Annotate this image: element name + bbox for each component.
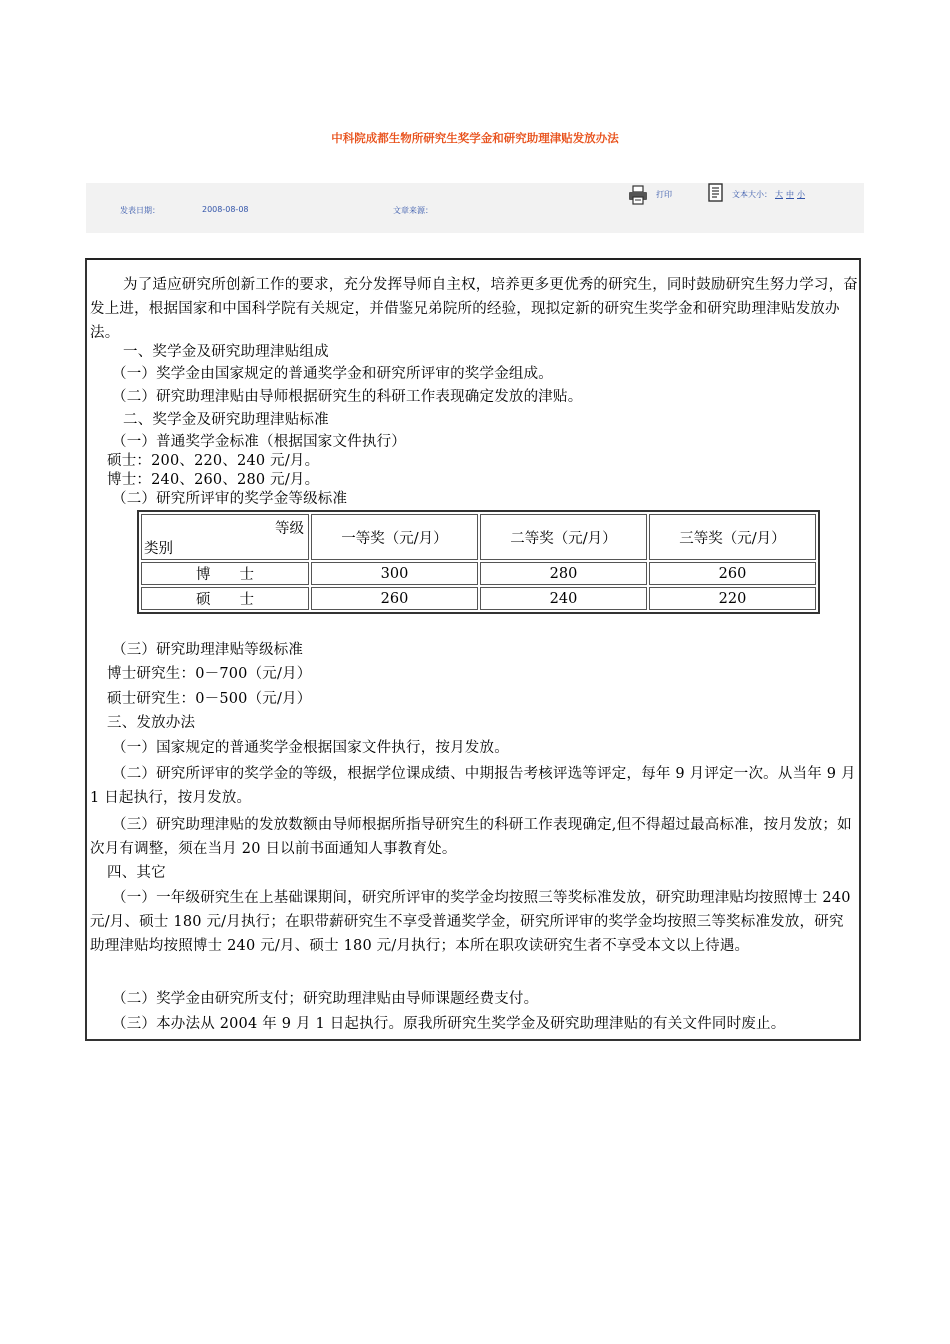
table-cell: 280	[480, 562, 647, 585]
table-cell: 240	[480, 587, 647, 610]
table-cell: 300	[311, 562, 478, 585]
paragraph: （三）研究助理津贴的发放数额由导师根据所指导研究生的科研工作表现确定,但不得超过最高标准，按月发放；如次月有调整，须在当月 20 日以前书面通知人事教育处。	[90, 817, 852, 857]
article-content	[85, 258, 861, 1041]
table-row	[141, 587, 816, 610]
row-label: 博 士	[141, 562, 309, 585]
print-link[interactable]: 打印	[656, 190, 672, 199]
paragraph: （一）国家规定的普通奖学金根据国家文件执行，按月发放。	[112, 740, 509, 756]
intro-paragraph: 为了适应研究所创新工作的要求，充分发挥导师自主权，培养更多更优秀的研究生，同时鼓励研究生努力学习，奋发上进，根据国家和中国科学院有关规定，并借鉴兄弟院所的经验，现拟定新的研究生奖学金和研究助理津贴发放办法。	[90, 277, 858, 341]
row-label: 硕 士	[141, 587, 309, 610]
table-cell: 260	[649, 562, 816, 585]
publish-date: 2008-08-08	[202, 205, 249, 214]
text-size-label: 文本大小：	[732, 190, 772, 199]
table-header-row	[141, 514, 816, 560]
table-cell: 220	[649, 587, 816, 610]
column-header: 二等奖（元/月）	[480, 514, 647, 560]
text-size-control	[732, 189, 805, 200]
paragraph: 硕士：200、220、240 元/月。	[107, 453, 320, 469]
corner-category-label: 类别	[144, 541, 173, 557]
section-heading: 三、发放办法	[107, 715, 196, 731]
article-meta-bar	[86, 183, 864, 233]
text-size-small[interactable]: 小	[797, 190, 805, 199]
source-label: 文章来源：	[393, 206, 433, 215]
printer-icon[interactable]	[628, 185, 648, 205]
table-row	[141, 562, 816, 585]
paragraph: 硕士研究生：0－500（元/月）	[107, 691, 312, 707]
paragraph: （三）本办法从 2004 年 9 月 1 日起执行。原我所研究生奖学金及研究助理津贴的有关文件同时废止。	[112, 1016, 786, 1032]
column-header: 一等奖（元/月）	[311, 514, 478, 560]
paragraph: （二）研究助理津贴由导师根据研究生的科研工作表现确定发放的津贴。	[112, 389, 583, 405]
table-cell: 260	[311, 587, 478, 610]
publish-date-label: 发表日期：	[120, 206, 160, 215]
paragraph: （一）普通奖学金标准（根据国家文件执行）	[112, 434, 406, 450]
paragraph: （一）奖学金由国家规定的普通奖学金和研究所评审的奖学金组成。	[112, 366, 553, 382]
paragraph: （二）奖学金由研究所支付；研究助理津贴由导师课题经费支付。	[112, 991, 539, 1007]
document-icon	[707, 183, 725, 203]
paragraph: （二）研究所评审的奖学金的等级，根据学位课成绩、中期报告考核评选等评定，每年 9 月评定一次。从当年 9 月 1 日起执行，按月发放。	[90, 766, 856, 806]
section-heading: 四、其它	[107, 865, 166, 881]
paragraph: 博士：240、260、280 元/月。	[107, 472, 320, 488]
scholarship-grade-table	[137, 510, 820, 614]
section-heading: 一、奖学金及研究助理津贴组成	[123, 344, 329, 360]
paragraph: （三）研究助理津贴等级标准	[112, 642, 304, 658]
table-corner-cell	[141, 514, 309, 560]
corner-grade-label: 等级	[275, 521, 304, 537]
text-size-medium[interactable]: 中	[786, 190, 794, 199]
paragraph: （一）一年级研究生在上基础课期间，研究所评审的奖学金均按照三等奖标准发放，研究助理津贴均按照博士 240 元/月、硕士 180 元/月执行；在职带薪研究生不享受普通奖学金，研究所评审的奖学金均按照三等奖标准发放，研究助理津贴均按照博士 240 元/月、硕士 180 元/月执行；本所在职攻读研究生者不享受本文以上待遇。	[90, 890, 851, 954]
paragraph: 博士研究生：0－700（元/月）	[107, 666, 312, 682]
paragraph: （二）研究所评审的奖学金等级标准	[112, 491, 348, 507]
column-header: 三等奖（元/月）	[649, 514, 816, 560]
page-title: 中科院成都生物所研究生奖学金和研究助理津贴发放办法	[331, 131, 619, 145]
text-size-large[interactable]: 大	[775, 190, 783, 199]
section-heading: 二、奖学金及研究助理津贴标准	[123, 412, 329, 428]
